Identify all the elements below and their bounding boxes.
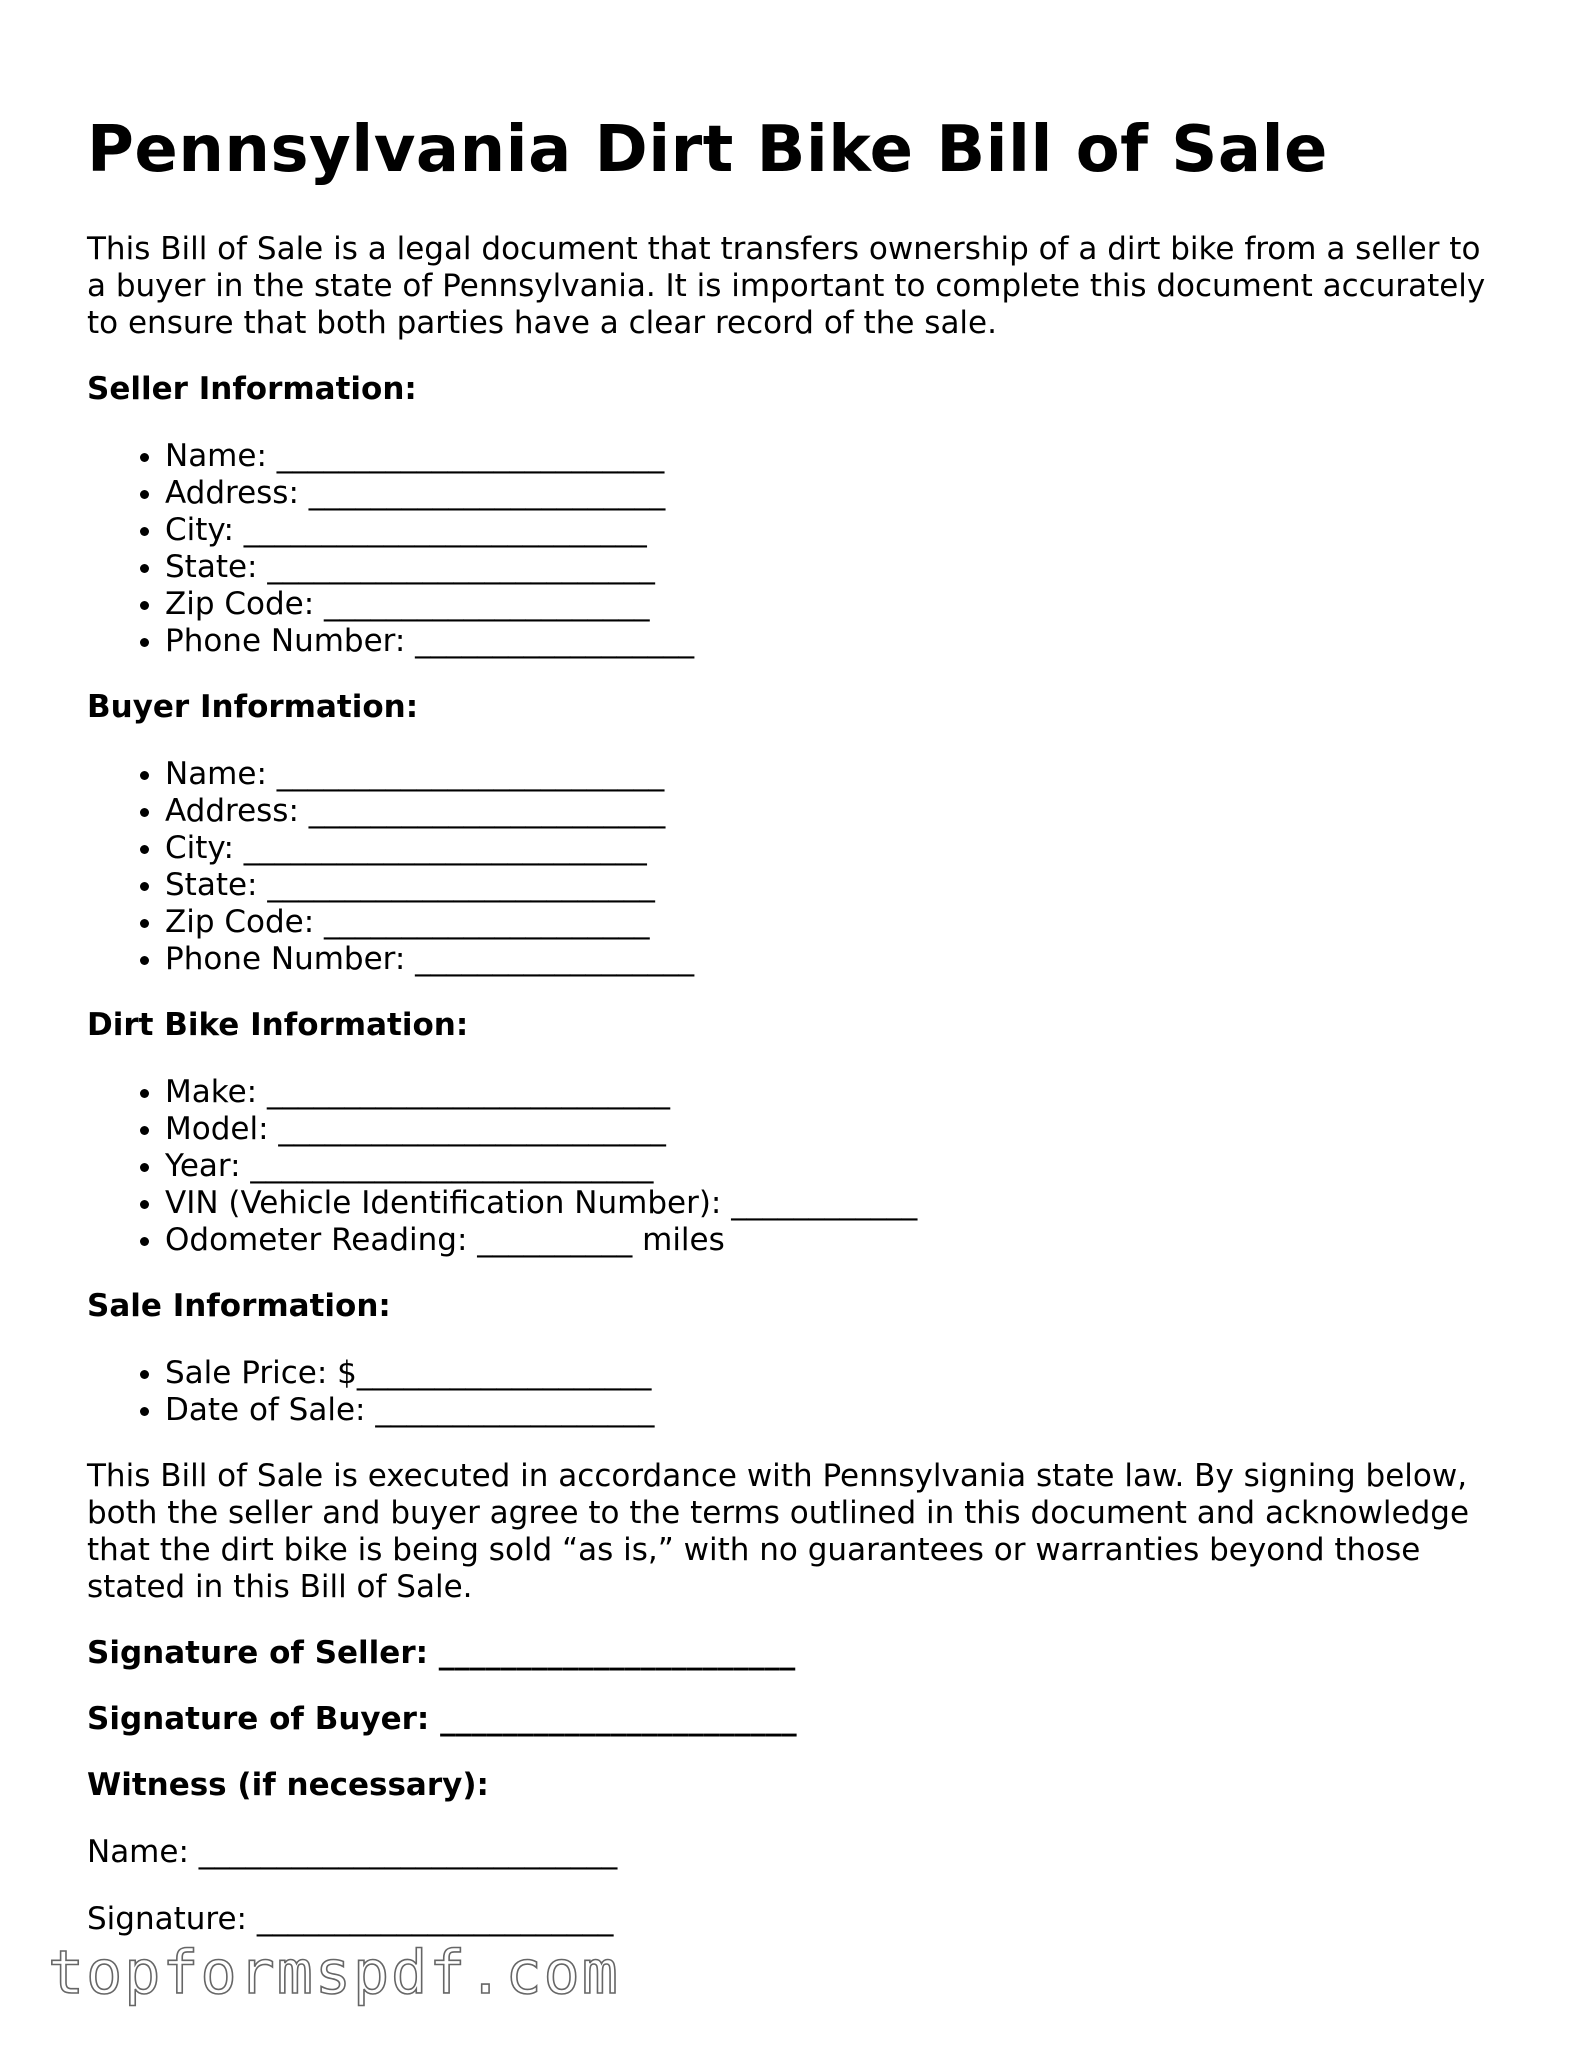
buyer-address-field[interactable]: • Address: _______________________ (165, 793, 1507, 830)
buyer-phone-field[interactable]: • Phone Number: __________________ (165, 941, 1507, 978)
bike-fields (87, 1074, 1507, 1259)
seller-name-field[interactable]: • Name: _________________________ (165, 438, 1507, 475)
bike-model-field[interactable]: • Model: _________________________ (165, 1111, 1507, 1148)
document-page (87, 105, 1507, 1938)
sale-fields (87, 1355, 1507, 1429)
buyer-fields (87, 756, 1507, 978)
seller-city-field[interactable]: • City: __________________________ (165, 512, 1507, 549)
witness-heading: Witness (if necessary): (87, 1767, 489, 1803)
witness-name-field[interactable]: Name: ___________________________ (87, 1834, 618, 1870)
sale-price-field[interactable]: • Sale Price: $___________________ (165, 1355, 1507, 1392)
bike-make-field[interactable]: • Make: __________________________ (165, 1074, 1507, 1111)
sale-date-field[interactable]: • Date of Sale: __________________ (165, 1392, 1507, 1429)
watermark-logo: topformspdf.com (48, 1938, 620, 2008)
seller-signature-field[interactable]: Signature of Seller: _______________________ (87, 1635, 796, 1671)
bike-heading: Dirt Bike Information: (87, 1007, 469, 1043)
bike-year-field[interactable]: • Year: __________________________ (165, 1148, 1507, 1185)
document-title: Pennsylvania Dirt Bike Bill of Sale (87, 113, 1328, 187)
seller-state-field[interactable]: • State: _________________________ (165, 549, 1507, 586)
buyer-city-field[interactable]: • City: __________________________ (165, 830, 1507, 867)
seller-zip-field[interactable]: • Zip Code: _____________________ (165, 586, 1507, 623)
seller-fields (87, 438, 1507, 660)
seller-heading: Seller Information: (87, 371, 417, 407)
buyer-name-field[interactable]: • Name: _________________________ (165, 756, 1507, 793)
buyer-zip-field[interactable]: • Zip Code: _____________________ (165, 904, 1507, 941)
closing-paragraph: This Bill of Sale is executed in accordance with Pennsylvania state law. By signing below, both the seller and buyer agree to the terms outlined in this document and acknowledge that the dirt bike is being sold “as is,” with no guarantees or warranties beyond those stated in this Bill of Sale. (87, 1458, 1470, 1605)
intro-paragraph: This Bill of Sale is a legal document that transfers ownership of a dirt bike from a seller to a buyer in the state of Pennsylvania. It is important to complete this document accurately to ensure that both parties have a clear record of the sale. (87, 231, 1486, 341)
seller-phone-field[interactable]: • Phone Number: __________________ (165, 623, 1507, 660)
seller-address-field[interactable]: • Address: _______________________ (165, 475, 1507, 512)
bike-vin-field[interactable]: • VIN (Vehicle Identification Number): ____________ (165, 1185, 1507, 1222)
sale-heading: Sale Information: (87, 1288, 391, 1324)
buyer-signature-field[interactable]: Signature of Buyer: _______________________ (87, 1701, 797, 1737)
witness-signature-field[interactable]: Signature: _______________________ (87, 1901, 614, 1937)
buyer-state-field[interactable]: • State: _________________________ (165, 867, 1507, 904)
bike-odometer-field[interactable]: • Odometer Reading: __________ miles (165, 1222, 1507, 1259)
buyer-heading: Buyer Information: (87, 689, 419, 725)
